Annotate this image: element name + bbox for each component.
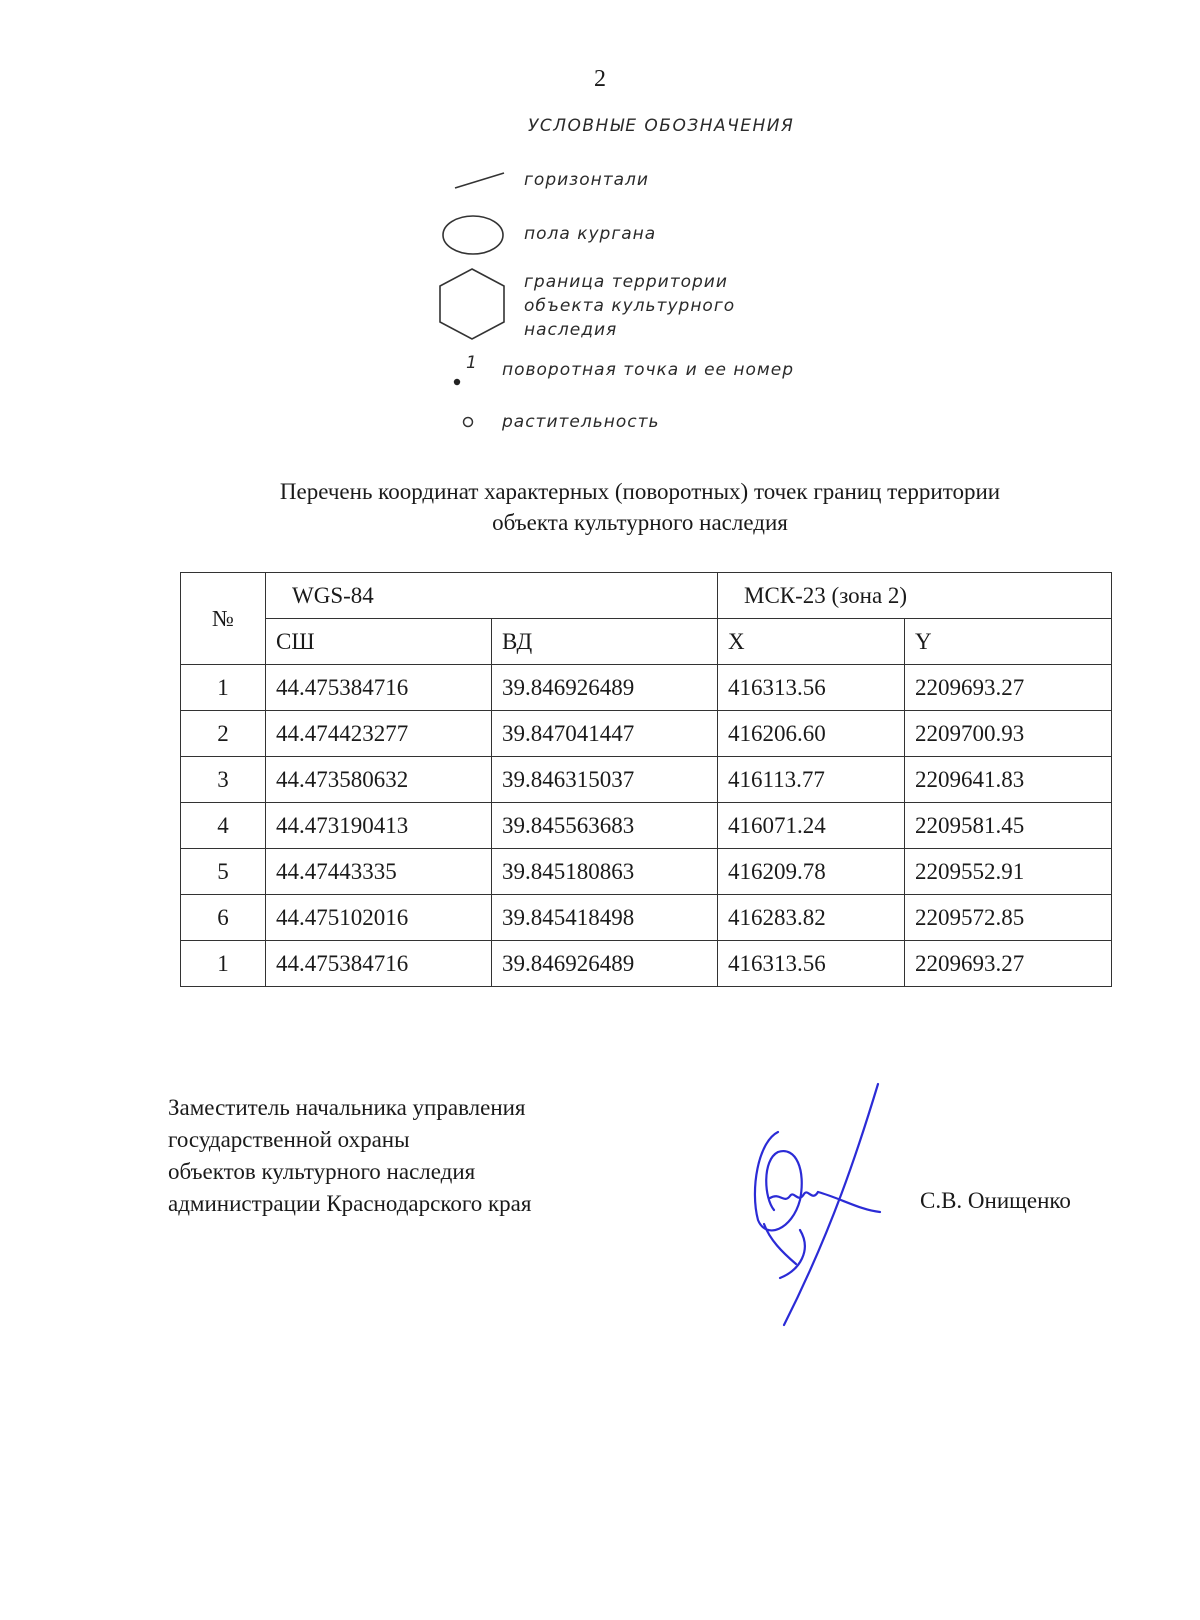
cell-longitude: 39.845180863 [492,849,718,895]
table-row [181,803,1112,849]
header-number: № [181,573,266,665]
legend-label-vegetation: растительность [502,412,660,432]
signer-position-line: государственной охраны [168,1127,410,1152]
hexagon-icon [436,266,508,342]
cell-y: 2209693.27 [905,941,1112,987]
cell-y: 2209581.45 [905,803,1112,849]
cell-x: 416313.56 [718,665,905,711]
header-latitude: СШ [266,619,492,665]
cell-number: 1 [181,941,266,987]
cell-latitude: 44.47443335 [266,849,492,895]
cell-latitude: 44.475384716 [266,941,492,987]
table-row [181,711,1112,757]
legend-label-contours: горизонтали [524,170,649,190]
cell-y: 2209641.83 [905,757,1112,803]
handwritten-signature [740,1080,900,1330]
cell-longitude: 39.846315037 [492,757,718,803]
cell-latitude: 44.473190413 [266,803,492,849]
turning-point-number: 1 [466,353,478,373]
header-x: X [718,619,905,665]
table-row [181,665,1112,711]
header-longitude: ВД [492,619,718,665]
legend-label-territory-boundary: граница территории объекта культурного наследия [524,272,736,340]
cell-latitude: 44.475384716 [266,665,492,711]
header-y: Y [905,619,1112,665]
table-header-row [181,573,1112,619]
header-group-msk23: МСК-23 (зона 2) [718,573,1112,619]
cell-y: 2209700.93 [905,711,1112,757]
cell-y: 2209693.27 [905,665,1112,711]
header-group-wgs84: WGS-84 [266,573,718,619]
cell-latitude: 44.475102016 [266,895,492,941]
coordinates-table [180,572,1112,987]
signer-position [168,1092,531,1220]
cell-y: 2209572.85 [905,895,1112,941]
table-row [181,941,1112,987]
cell-number: 1 [181,665,266,711]
table-row [181,849,1112,895]
signer-position-line: Заместитель начальника управления [168,1095,526,1120]
cell-latitude: 44.473580632 [266,757,492,803]
cell-number: 3 [181,757,266,803]
legend-title: УСЛОВНЫЕ ОБОЗНАЧЕНИЯ [528,116,795,136]
signer-position-line: администрации Краснодарского края [168,1191,532,1216]
cell-longitude: 39.846926489 [492,941,718,987]
table-row [181,895,1112,941]
cell-number: 5 [181,849,266,895]
cell-longitude: 39.845563683 [492,803,718,849]
cell-y: 2209552.91 [905,849,1112,895]
table-row [181,757,1112,803]
table-caption: Перечень координат характерных (поворотных) точек границ территории объекта культурного наследия [279,479,1001,535]
table-subheader-row [181,619,1112,665]
cell-x: 416313.56 [718,941,905,987]
coordinates-table-body [181,573,1112,987]
signer-position-line: объектов культурного наследия [168,1159,476,1184]
small-circle-icon [460,414,476,430]
ellipse-icon [440,213,506,257]
cell-number: 6 [181,895,266,941]
cell-number: 4 [181,803,266,849]
cell-x: 416206.60 [718,711,905,757]
cell-latitude: 44.474423277 [266,711,492,757]
cell-longitude: 39.847041447 [492,711,718,757]
legend-label-barrow-floor: пола кургана [524,224,657,244]
signer-name: С.В. Онищенко [920,1188,1071,1213]
cell-x: 416209.78 [718,849,905,895]
legend-label-turning-point: поворотная точка и ее номер [502,360,794,380]
contour-line-icon [452,168,508,192]
cell-number: 2 [181,711,266,757]
cell-x: 416071.24 [718,803,905,849]
cell-x: 416283.82 [718,895,905,941]
cell-longitude: 39.845418498 [492,895,718,941]
cell-longitude: 39.846926489 [492,665,718,711]
page-number: 2 [594,66,606,92]
cell-x: 416113.77 [718,757,905,803]
